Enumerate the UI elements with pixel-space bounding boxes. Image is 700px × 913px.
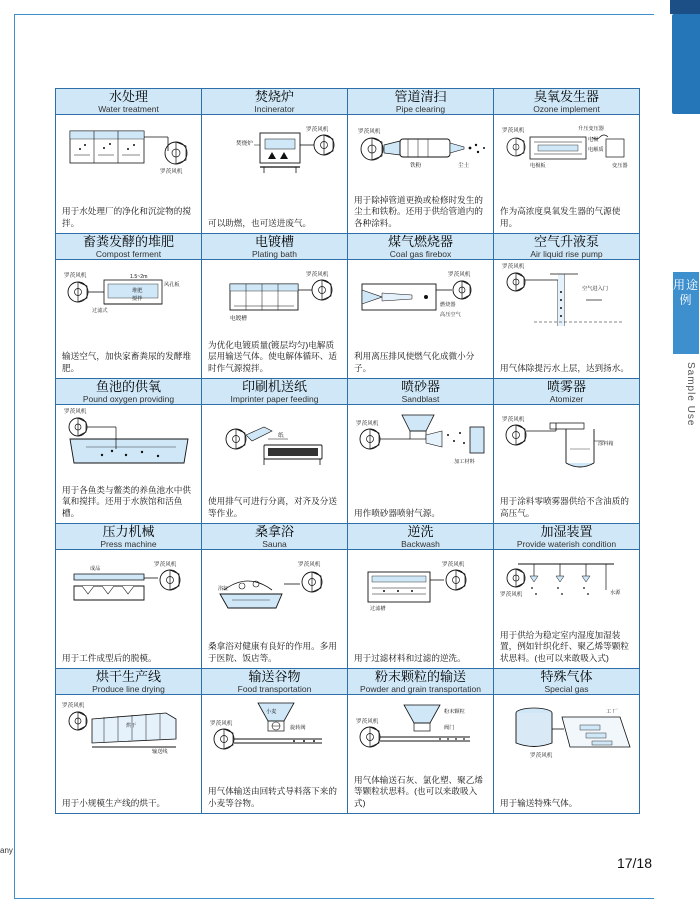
label-blower: 罗茨风机	[358, 129, 381, 135]
label-transformer-boost: 升压变压器	[578, 126, 604, 132]
illustration-humidifier	[494, 550, 639, 622]
header-cell	[348, 524, 494, 550]
section-tab-label: 用途例	[673, 272, 699, 354]
content-cell	[202, 695, 348, 814]
label-blower: 罗茨风机	[64, 409, 87, 415]
illustration-pond-oxygen	[56, 405, 201, 477]
header-title-en: Provide waterish condition	[516, 539, 617, 549]
header-title-en: Water treatment	[98, 104, 159, 114]
illustration-special-gas	[494, 695, 639, 767]
header-cell	[56, 89, 202, 115]
label-blower: 罗茨风机	[530, 753, 553, 759]
label-electrode: 电极	[588, 137, 599, 143]
header-title-cn: 喷雾器	[546, 379, 586, 394]
header-title-en: Sauna	[262, 539, 287, 549]
header-cell	[348, 89, 494, 115]
content-cell	[494, 695, 640, 814]
table-header-row	[56, 379, 640, 405]
label-electrode-2: 电极板	[530, 163, 546, 169]
header-cell	[494, 379, 640, 405]
cell-description: 用于涂料零喷雾器供给不含油质的高压气。	[500, 496, 629, 518]
header-cell	[202, 89, 348, 115]
content-cell	[494, 550, 640, 669]
illustration-ozone	[494, 115, 639, 187]
header-title-en: Plating bath	[252, 249, 297, 259]
label-blower: 罗茨风机	[298, 562, 321, 568]
illustration-plating-bath	[202, 260, 347, 332]
header-cell	[56, 379, 202, 405]
cell-description: 用于水处理厂的净化和沉淀物的搅拌。	[62, 206, 191, 228]
content-cell	[56, 115, 202, 234]
illustration-coal-gas-firebox	[348, 260, 493, 332]
label-blower: 罗茨风机	[448, 272, 471, 278]
label-compost: 堆肥	[132, 288, 143, 294]
header-title-cn: 粉末颗粒的输送	[374, 669, 466, 684]
header-title-en: Special gas	[544, 684, 589, 694]
header-cell	[348, 669, 494, 695]
sample-use-table	[55, 88, 640, 814]
label-iron-powder: 铁粉	[410, 163, 422, 169]
label-dust: 尘土	[458, 163, 470, 169]
cell-description: 用于各鱼类与鳖类的养鱼池水中供氧和搅拌。还用于水族馆和活鱼槽。	[62, 484, 191, 518]
header-title-cn: 畜粪发酵的堆肥	[82, 234, 174, 249]
header-cell	[202, 234, 348, 260]
header-cell	[348, 379, 494, 405]
illustration-press-machine	[56, 550, 201, 622]
label-high-pressure-air: 高压空气	[440, 312, 461, 318]
label-transformer: 变压器	[612, 163, 628, 169]
cell-description: 用于除掉管道更换或检修时发生的尘土和铁粉。还用于供给管道内的各种涂料。	[354, 194, 483, 228]
header-cell	[202, 524, 348, 550]
illustration-drying-line	[56, 695, 201, 767]
label-blower: 罗茨风机	[306, 127, 329, 133]
content-cell	[348, 695, 494, 814]
label-incinerator: 焚烧炉	[236, 141, 253, 147]
header-title-cn: 印刷机送纸	[241, 379, 307, 394]
cell-description: 输送空气，加快家畜粪尿的发酵堆肥。	[62, 351, 191, 373]
table-header-row	[56, 669, 640, 695]
label-conveyor: 输送线	[152, 749, 168, 755]
header-title-cn: 臭氧发生器	[533, 89, 599, 104]
label-powder-grain: 粉末颗粒	[444, 709, 465, 715]
label-valve: 阀门	[444, 725, 455, 731]
label-water-source: 水源	[610, 590, 621, 596]
table-row	[56, 260, 640, 379]
label-bathtub: 浴缸	[218, 586, 229, 592]
table-header-row	[56, 524, 640, 550]
label-stir: 搅拌	[132, 296, 143, 302]
illustration-water-treatment	[56, 115, 201, 187]
header-title-en: Imprinter paper feeding	[230, 394, 319, 404]
cell-description: 用气体除提污水上层，达到扬水。	[500, 362, 629, 373]
content-cell	[202, 115, 348, 234]
header-cell	[56, 234, 202, 260]
label-factory: 工 厂	[606, 709, 618, 715]
cell-description: 为优化电镀质量(镀层均匀)电解质层用输送气体。使电解体循环、适时作气源搅拌。	[208, 339, 337, 373]
label-blower: 罗茨风机	[160, 169, 183, 175]
header-title-en: Produce line drying	[92, 684, 165, 694]
header-title-cn: 桑拿浴	[254, 524, 294, 539]
header-cell	[494, 669, 640, 695]
content-cell	[56, 405, 202, 524]
header-title-en: Pipe clearing	[395, 104, 446, 114]
table-header-row	[56, 234, 640, 260]
content-cell	[202, 405, 348, 524]
cell-description: 利用离压排风使燃气化成微小分子。	[354, 351, 475, 373]
illustration-imprinter-paper	[202, 405, 347, 477]
header-cell	[202, 669, 348, 695]
illustration-backwash	[348, 550, 493, 622]
label-electrolyte: 电解质	[588, 147, 604, 153]
label-filter: 过滤式	[92, 308, 108, 314]
table-row	[56, 405, 640, 524]
header-title-cn: 特殊气体	[540, 669, 593, 684]
content-cell	[56, 695, 202, 814]
content-cell	[348, 260, 494, 379]
illustration-compost	[56, 260, 201, 332]
label-blower: 罗茨风机	[210, 721, 233, 727]
illustration-sauna	[202, 550, 347, 622]
header-cell	[56, 669, 202, 695]
header-title-cn: 喷砂器	[400, 379, 440, 394]
cell-description: 用作喷砂器喷射气源。	[354, 507, 440, 518]
header-title-cn: 水处理	[108, 89, 148, 104]
label-dimension: 1.5~2m	[130, 274, 148, 280]
header-title-cn: 烘干生产线	[95, 669, 161, 684]
header-title-cn: 加湿装置	[540, 524, 593, 539]
illustration-pipe-clearing	[348, 115, 493, 187]
header-cell	[348, 234, 494, 260]
cell-description: 用于小规模生产线的烘干。	[62, 797, 166, 808]
label-blower: 罗茨风机	[62, 703, 85, 709]
label-blower: 罗茨风机	[64, 273, 87, 279]
table-row	[56, 115, 640, 234]
header-title-cn: 煤气燃烧器	[387, 234, 453, 249]
header-title-en: Pound oxygen providing	[82, 394, 175, 404]
content-cell	[348, 405, 494, 524]
cell-description: 桑拿浴对健康有良好的作用。多用于医院、饭店等。	[208, 641, 337, 663]
corner-accent	[670, 0, 700, 14]
content-cell	[494, 115, 640, 234]
header-title-cn: 压力机械	[102, 524, 155, 539]
header-title-en: Incinerator	[254, 104, 295, 114]
label-rotary-valve: 旋转阀	[290, 725, 306, 731]
content-cell	[202, 550, 348, 669]
header-title-en: Air liquid rise pump	[530, 249, 603, 259]
label-workpiece: 加工材料	[454, 459, 475, 465]
illustration-grain-transport	[202, 695, 347, 767]
cell-description: 用气体输送石灰、氯化塑、聚乙烯等颗粒状思料。(也可以来敢吸入式)	[354, 774, 483, 808]
label-filter-tank: 过滤槽	[370, 606, 386, 612]
label-blower: 罗茨风机	[502, 128, 525, 134]
cell-description: 用于供给为稳定室内湿度加湿装置，例如针织化纤、聚乙烯等颗粒状思料。(也可以来敢吸入式)	[500, 629, 629, 663]
header-title-cn: 管道清扫	[394, 89, 447, 104]
header-cell	[494, 524, 640, 550]
header-title-en: Press machine	[100, 539, 157, 549]
label-blower: 罗茨风机	[306, 272, 329, 278]
header-title-en: Backwash	[401, 539, 440, 549]
content-cell	[494, 405, 640, 524]
label-product: 成品	[90, 566, 101, 572]
label-blower: 罗茨风机	[442, 562, 465, 568]
table-header-row	[56, 89, 640, 115]
header-title-en: Compost ferment	[95, 249, 162, 259]
header-title-en: Coal gas firebox	[389, 249, 452, 259]
header-cell	[494, 89, 640, 115]
cell-description: 用于工件成型后的脱模。	[62, 652, 157, 663]
header-title-cn: 电镀槽	[254, 234, 294, 249]
footer-left-text: any	[0, 846, 13, 855]
header-cell	[202, 379, 348, 405]
illustration-atomizer	[494, 405, 639, 477]
header-title-cn: 焚烧炉	[254, 89, 294, 104]
content-cell	[56, 550, 202, 669]
content-cell	[494, 260, 640, 379]
label-blower: 罗茨风机	[500, 592, 523, 598]
page-number: 17/18	[616, 855, 652, 871]
header-title-cn: 逆洗	[407, 524, 434, 539]
label-vent-plate: 风孔板	[164, 282, 180, 288]
header-cell	[494, 234, 640, 260]
header-title-en: Atomizer	[549, 394, 584, 404]
illustration-sandblast	[348, 405, 493, 477]
cell-description: 作为高浓度臭氧发生器的气源使用。	[500, 206, 621, 228]
illustration-powder-transport	[348, 695, 493, 767]
content-cell	[202, 260, 348, 379]
label-blower: 罗茨风机	[502, 417, 525, 423]
label-blower: 罗茨风机	[502, 264, 525, 270]
cell-description: 用气体输送由回转式导料落下来的小麦等谷物。	[208, 786, 337, 808]
label-burner: 燃烧器	[440, 302, 456, 308]
right-margin	[670, 0, 700, 913]
header-title-en: Powder and grain transportation	[360, 684, 481, 694]
cell-description: 用于过滤材料和过滤的逆洗。	[354, 652, 466, 663]
content-cell	[348, 550, 494, 669]
label-paper: 纸	[278, 433, 284, 439]
top-blue-tab	[672, 14, 700, 114]
cell-description: 使用排气可进行分离，对齐及分送等作业。	[208, 496, 337, 518]
label-blower: 罗茨风机	[356, 421, 379, 427]
header-title-en: Ozone implement	[533, 104, 600, 114]
illustration-incinerator	[202, 115, 347, 187]
illustration-air-lift-pump	[494, 260, 639, 332]
header-title-cn: 空气升液泵	[533, 234, 599, 249]
label-air-inlet-valve: 空气进入门	[582, 286, 608, 292]
cell-description: 可以助燃，也可送进废气。	[208, 217, 312, 228]
section-tab-label-en: Sample Use	[685, 362, 696, 427]
cell-description: 用于输送特殊气体。	[500, 797, 578, 808]
table-row	[56, 695, 640, 814]
label-paint-tank: 涂料箱	[598, 441, 614, 447]
table-row	[56, 550, 640, 669]
header-title-en: Food transportation	[237, 684, 312, 694]
label-wheat: 小麦	[266, 709, 277, 715]
header-title-cn: 输送谷物	[248, 669, 301, 684]
header-title-en: Sandblast	[401, 394, 440, 404]
header-title-cn: 鱼池的供氧	[95, 379, 161, 394]
label-plating-bath: 电镀槽	[230, 316, 247, 322]
label-blower: 罗茨风机	[356, 719, 379, 725]
header-cell	[56, 524, 202, 550]
content-cell	[348, 115, 494, 234]
label-blower: 罗茨风机	[154, 562, 177, 568]
content-cell	[56, 260, 202, 379]
label-drying: 烘干	[126, 723, 137, 729]
